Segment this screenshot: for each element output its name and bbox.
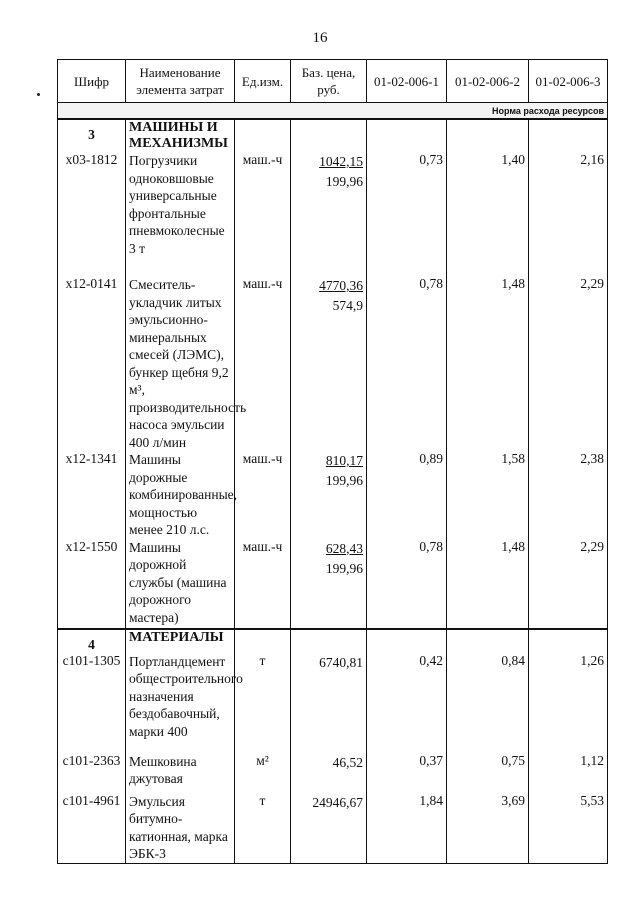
section-title: МАТЕРИАЛЫ — [126, 629, 235, 653]
resource-unit: т — [235, 793, 291, 864]
table-row — [58, 653, 608, 753]
resource-code: с101-1305 — [58, 653, 126, 753]
norm-value-3: 2,38 — [529, 451, 608, 539]
norm-row — [58, 103, 608, 120]
empty-cell — [367, 629, 447, 653]
norm-value-3: 1,26 — [529, 653, 608, 753]
resource-code: с101-2363 — [58, 753, 126, 793]
norm-value-3: 2,29 — [529, 539, 608, 629]
resource-name: Эмульсия битумно-катионная, марка ЭБК-3 — [126, 793, 235, 864]
resource-name: Машины дорожные комбинированные, мощностью менее 210 л.с. — [126, 451, 235, 539]
header-name: Наименование элемента затрат — [126, 60, 235, 103]
table-row — [58, 539, 608, 629]
resource-code: х03-1812 — [58, 152, 126, 276]
norm-value-2: 3,69 — [447, 793, 529, 864]
base-price — [291, 793, 367, 864]
cost-norms-table — [57, 59, 608, 864]
norm-value-3: 1,12 — [529, 753, 608, 793]
section-number: 4 — [58, 629, 126, 653]
base-price — [291, 276, 367, 451]
norm-value-1: 0,37 — [367, 753, 447, 793]
header-code: Шифр — [58, 60, 126, 103]
header-price: Баз. цена, руб. — [291, 60, 367, 103]
norm-value-2: 0,75 — [447, 753, 529, 793]
base-price — [291, 753, 367, 793]
table-row — [58, 152, 608, 276]
table-row — [58, 793, 608, 864]
header-col2: 01-02-006-2 — [447, 60, 529, 103]
norm-value-2: 1,40 — [447, 152, 529, 276]
norm-value-2: 1,48 — [447, 276, 529, 451]
empty-cell — [291, 629, 367, 653]
norm-value-2: 0,84 — [447, 653, 529, 753]
norm-value-1: 0,89 — [367, 451, 447, 539]
resource-unit: маш.-ч — [235, 276, 291, 451]
resource-code: х12-1550 — [58, 539, 126, 629]
base-price — [291, 539, 367, 629]
price-total: 810,17 — [325, 453, 363, 468]
norm-value-3: 2,29 — [529, 276, 608, 451]
table-row — [58, 451, 608, 539]
resource-name: Машины дорожной службы (машина дорожного мастера) — [126, 539, 235, 629]
resource-code: х12-0141 — [58, 276, 126, 451]
header-col3: 01-02-006-3 — [529, 60, 608, 103]
section-number: 3 — [58, 119, 126, 152]
price-wage: 199,96 — [325, 560, 363, 576]
header-unit: Ед.изм. — [235, 60, 291, 103]
price-wage: 199,96 — [325, 473, 363, 488]
price-wage: 574,9 — [332, 298, 363, 313]
price-total: 1042,15 — [319, 154, 363, 169]
price-total: 46,52 — [332, 754, 363, 770]
price-total: 6740,81 — [319, 654, 363, 670]
base-price — [291, 653, 367, 753]
price-wage: 199,96 — [325, 174, 363, 189]
empty-cell — [447, 119, 529, 152]
norm-value-1: 0,78 — [367, 276, 447, 451]
norm-label: Норма расхода ресурсов — [58, 103, 608, 120]
price-total: 4770,36 — [319, 278, 363, 293]
norm-value-2: 1,58 — [447, 451, 529, 539]
header-col1: 01-02-006-1 — [367, 60, 447, 103]
table-row — [58, 753, 608, 793]
base-price — [291, 152, 367, 276]
empty-cell — [235, 119, 291, 152]
empty-cell — [529, 119, 608, 152]
table-row — [58, 276, 608, 451]
resource-unit: т — [235, 653, 291, 753]
resource-name: Смеситель-укладчик литых эмульсионно-минеральных смесей (ЛЭМС), бункер щебня 9,2 м³, производительность насоса эмульсии 400 л/мин — [126, 276, 235, 451]
empty-cell — [367, 119, 447, 152]
resource-unit: маш.-ч — [235, 451, 291, 539]
price-total: 628,43 — [325, 540, 363, 556]
empty-cell — [291, 119, 367, 152]
resource-unit: маш.-ч — [235, 152, 291, 276]
norm-value-1: 0,73 — [367, 152, 447, 276]
norm-value-1: 0,78 — [367, 539, 447, 629]
section-header-row — [58, 629, 608, 653]
norm-value-3: 5,53 — [529, 793, 608, 864]
resource-code: с101-4961 — [58, 793, 126, 864]
resource-name: Погрузчики одноковшовые универсальные фронтальные пневмоколесные 3 т — [126, 152, 235, 276]
base-price — [291, 451, 367, 539]
resource-code: х12-1341 — [58, 451, 126, 539]
header-row — [58, 60, 608, 103]
margin-mark — [37, 93, 40, 96]
resource-unit: маш.-ч — [235, 539, 291, 629]
empty-cell — [235, 629, 291, 653]
price-total: 24946,67 — [312, 794, 363, 810]
resource-name: Портландцемент общестроительного назначения бездобавочный, марки 400 — [126, 653, 235, 753]
norm-value-1: 1,84 — [367, 793, 447, 864]
page-number: 16 — [312, 30, 328, 46]
resource-unit: м² — [235, 753, 291, 793]
norm-value-3: 2,16 — [529, 152, 608, 276]
norm-value-2: 1,48 — [447, 539, 529, 629]
resource-name: Мешковина джутовая — [126, 753, 235, 793]
empty-cell — [447, 629, 529, 653]
empty-cell — [529, 629, 608, 653]
norm-value-1: 0,42 — [367, 653, 447, 753]
section-header-row — [58, 119, 608, 152]
section-title: МАШИНЫ И МЕХАНИЗМЫ — [126, 119, 235, 152]
